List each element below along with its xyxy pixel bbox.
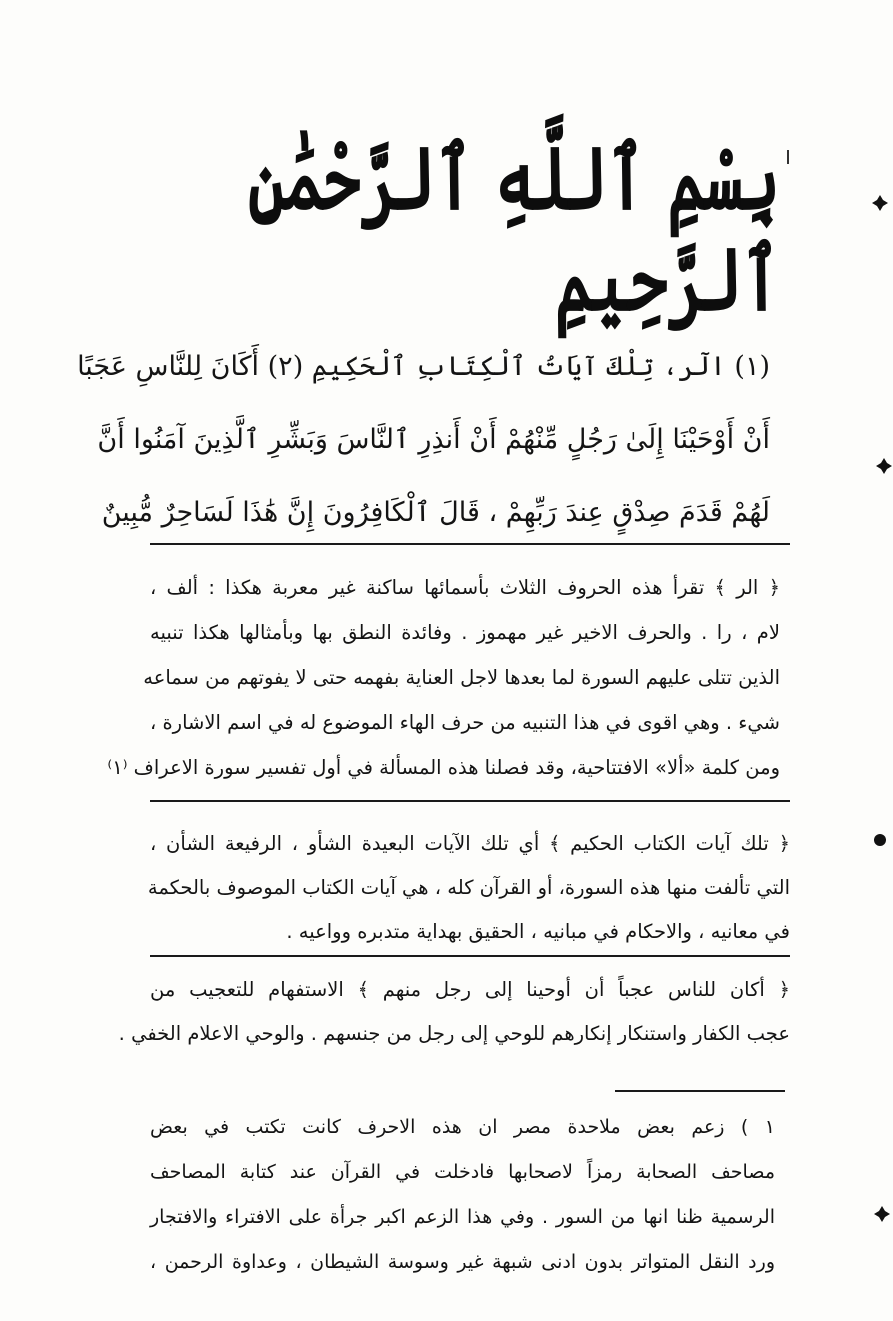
margin-blot-icon (872, 195, 888, 211)
commentary-paragraph (118, 968, 790, 1056)
commentary-line: ﴿ أكان للناس عجباً أن أوحينا إلى رجل منهم ﴾ الاستفهام للتعجيب من (150, 978, 790, 1001)
footnote-divider (615, 1090, 785, 1092)
commentary-paragraph (147, 822, 790, 954)
margin-blot-icon (876, 458, 892, 474)
section-divider (150, 955, 790, 957)
section-divider (150, 800, 790, 802)
commentary-line: في معانيه ، والاحكام في مبانيه ، الحقيق بهداية متدبره وواعيه . (286, 920, 790, 943)
verse-divider (150, 543, 790, 545)
basmala-calligraphy (200, 128, 780, 332)
commentary-line: ﴿ الر ﴾ تقرأ هذه الحروف الثلاث بأسمائها ساكنة غير معربة هكذا : ألف ، (150, 576, 780, 599)
commentary-line: الذين تتلى عليهم السورة لما بعدها لاجل العناية بفهمه حتى لا يفوتهم من سماعه (143, 666, 780, 689)
basmala-text: بِسْمِ ٱللَّهِ ٱلرَّحْمَٰنِ ٱلرَّحِيمِ (247, 128, 780, 332)
margin-blot-icon (872, 832, 888, 848)
commentary-line: شيء . وهي اقوى في هذا التنبيه من حرف الهاء الموضوع له في اسم الاشارة ، (149, 711, 780, 734)
margin-blot-icon (874, 1206, 890, 1222)
footnote-line: الرسمية ظنا انها من السور . وفي هذا الزعم اكبر جرأة على الافتراء والافتجار (150, 1206, 775, 1228)
footnote-line: مصاحف الصحابة رمزاً لاصحابها فادخلت في القرآن عند كتابة المصاحف (150, 1161, 775, 1183)
verse-line: أَنْ أَوْحَيْنَا إِلَىٰ رَجُلٍ مِّنْهُمْ أَنْ أَنذِرِ ٱلنَّاسَ وَبَشِّرِ ٱلَّذِينَ آمَنُوا أَنَّ (97, 424, 770, 455)
commentary-line: التي تألفت منها هذه السورة، أو القرآن كله ، هي آيات الكتاب الموصوف بالحكمة (147, 876, 790, 899)
commentary-paragraph (107, 565, 780, 790)
footnote (150, 1105, 775, 1285)
commentary-line: لام ، را . والحرف الاخير غير مهموز . وفائدة النطق بها وبأمثالها هكذا تنبيه (150, 621, 780, 644)
footnote-line: ورد النقل المتواتر بدون ادنى شبهة غير وسوسة الشيطان ، وعداوة الرحمن ، (150, 1251, 775, 1273)
verse-line: (١) الٓر، تِلْكَ آيَاتُ ٱلْكِتَابِ ٱلْحَكِيمِ (٢) أَكَانَ لِلنَّاسِ عَجَبًا (77, 351, 770, 382)
margin-tick (787, 150, 789, 164)
commentary-line: عجب الكفار واستنكار إنكارهم للوحي إلى رجل من جنسهم . والوحي الاعلام الخفي . (118, 1022, 790, 1045)
footnote-line: ١ ) زعم بعض ملاحدة مصر ان هذه الاحرف كانت تكتب في بعض (150, 1116, 775, 1138)
commentary-line: ﴿ تلك آيات الكتاب الحكيم ﴾ أي تلك الآيات البعيدة الشأو ، الرفيعة الشأن ، (150, 832, 790, 855)
verse-line: لَهُمْ قَدَمَ صِدْقٍ عِندَ رَبِّهِمْ ، قَالَ ٱلْكَافِرُونَ إِنَّ هَٰذَا لَسَاحِرٌ مُّبِينٌ (101, 497, 770, 528)
quran-verses (77, 330, 770, 549)
commentary-line: ومن كلمة «ألا» الافتتاحية، وقد فصلنا هذه المسألة في أول تفسير سورة الاعراف ⁽١⁾ (107, 756, 780, 779)
